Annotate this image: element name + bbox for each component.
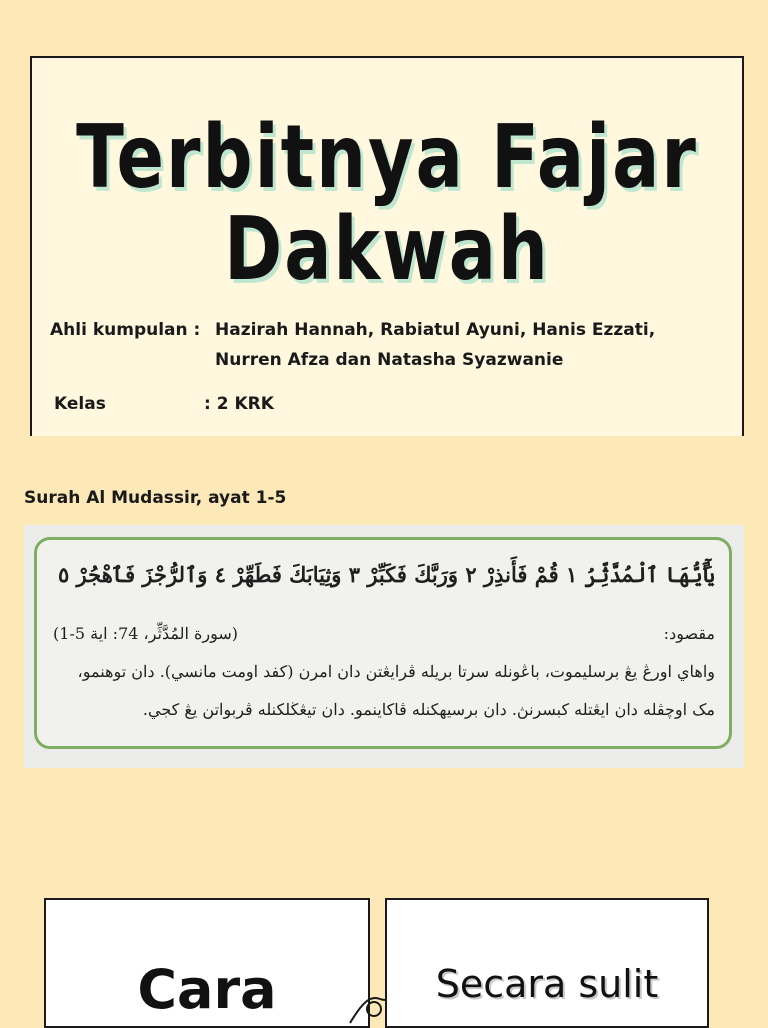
members-line-1: Hazirah Hannah, Rabiatul Ayuni, Hanis Ezzati, [215, 320, 656, 340]
section-caption: Surah Al Mudassir, ayat 1-5 [24, 488, 287, 508]
card-cara [44, 898, 370, 1028]
meaning-line-1: واهاي اورڠ يڠ برسليموت، باڠونله سرتا بريله ڤرايڠتن دان امرن (کفد اومت مانسي). دان توهنمو، [77, 662, 715, 681]
verse-image [24, 525, 744, 768]
verse-reference: (سورة المُدَّثِّر، 74: اية 5-1) [53, 624, 239, 643]
card-secara-sulit-text: Secara sulit [435, 962, 659, 1006]
class-label: Kelas [54, 394, 106, 414]
title-line-2: Dakwah [224, 197, 550, 301]
meaning-label: مقصود: [663, 624, 715, 643]
card-cara-text: Cara [137, 958, 277, 1021]
title-line-1: Terbitnya Fajar [76, 105, 698, 209]
ayat-line: يَٰٓأَيُّهَا ٱلْمُدَّثِّرُ ١ قُمْ فَأَنذِرْ ٢ وَرَبَّكَ فَكَبِّرْ ٣ وَثِيَابَكَ فَطَهِّرْ ٤ وَٱلرُّجْزَ فَٱهْجُرْ ٥ [57, 562, 715, 587]
class-value: : 2 KRK [204, 394, 274, 414]
members-label: Ahli kumpulan : [50, 320, 201, 340]
verse-frame [34, 537, 732, 749]
members-line-2: Nurren Afza dan Natasha Syazwanie [215, 350, 564, 370]
title-card [30, 56, 744, 436]
meaning-line-2: مک اوچڤله دان ايڠتله کبسرنڽ. دان برسيهکنله ڤاکاينمو. دان تيڠڬلکنله ڤربواتن يڠ کجي. [142, 700, 715, 719]
card-secara-sulit [385, 898, 709, 1028]
